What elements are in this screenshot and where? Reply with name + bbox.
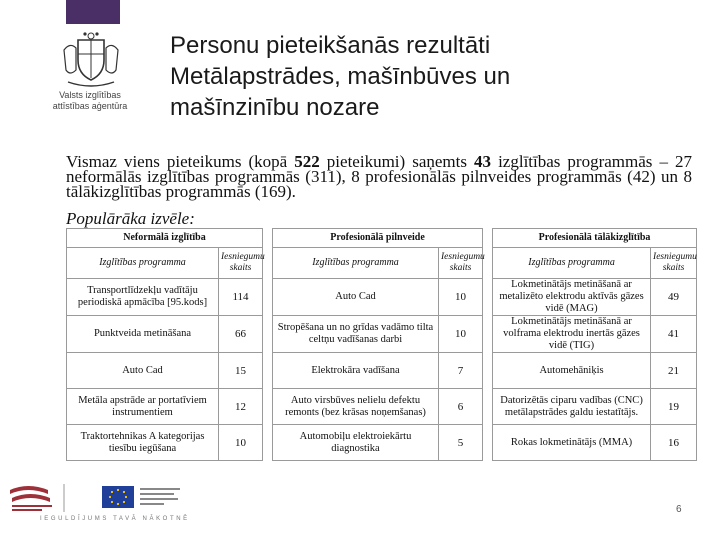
table-row xyxy=(67,389,697,425)
program-count: 43 xyxy=(474,152,492,171)
count-cell: 10 xyxy=(219,425,263,461)
program-cell: Automobiļu elektroiekārtu diagnostika xyxy=(273,425,439,461)
table-row xyxy=(67,316,697,353)
count-cell: 10 xyxy=(439,316,483,353)
column-separator xyxy=(263,425,273,461)
column-separator xyxy=(483,425,493,461)
agency-name: Valsts izglītības attīstības aģentūra xyxy=(52,90,128,111)
group-header-further-education: Profesionālā tālākizglītība xyxy=(493,229,697,248)
program-cell: Punktveida metināšana xyxy=(67,316,219,353)
count-cell: 5 xyxy=(439,425,483,461)
program-cell: Lokmetinātājs metināšanā ar volframa elektrodu inertās gāzes vidē (TIG) xyxy=(493,316,651,353)
intro-text-2: pieteikumi) saņemts xyxy=(319,152,475,171)
count-cell: 6 xyxy=(439,389,483,425)
total-applications: 522 xyxy=(294,152,320,171)
program-cell: Auto Cad xyxy=(67,353,219,389)
table-row xyxy=(67,353,697,389)
coat-of-arms-logo xyxy=(56,30,126,88)
eu-fund-text-block xyxy=(140,488,180,505)
column-header-count: Iesniegumu skaits xyxy=(219,248,263,279)
column-separator xyxy=(483,229,493,248)
divider xyxy=(63,484,65,512)
count-cell: 66 xyxy=(219,316,263,353)
count-cell: 19 xyxy=(651,389,697,425)
column-separator xyxy=(263,279,273,316)
program-cell: Lokmetinātājs metināšanā ar metalizēto elektrodu aktīvās gāzes vidē (MAG) xyxy=(493,279,651,316)
program-cell: Stropēšana un no grīdas vadāmo tilta celtņu vadīšanas darbi xyxy=(273,316,439,353)
intro-text-3: izglītības programmās – 27 neformālās izglītības programmās (311), 8 profesionālās pilnveides programmās (42) un 8 tālākizglītības programmās (169). xyxy=(66,152,692,201)
footer-tagline: IEGULDĪJUMS TAVĀ NĀKOTNĒ xyxy=(40,516,190,522)
program-cell: Traktortehnikas A kategorijas tiesību iegūšana xyxy=(67,425,219,461)
count-cell: 114 xyxy=(219,279,263,316)
program-cell: Auto virsbūves nelielu defektu remonts (bez krāsas noņemšanas) xyxy=(273,389,439,425)
column-separator xyxy=(263,229,273,248)
count-cell: 16 xyxy=(651,425,697,461)
program-cell: Automehāniķis xyxy=(493,353,651,389)
program-cell: Auto Cad xyxy=(273,279,439,316)
column-header-program: Izglītības programma xyxy=(273,248,439,279)
column-separator xyxy=(483,316,493,353)
program-cell: Rokas lokmetinātājs (MMA) xyxy=(493,425,651,461)
group-header-nonformal: Neformālā izglītība xyxy=(67,229,263,248)
page-number: 6 xyxy=(676,504,682,515)
program-cell: Transportlīdzekļu vadītāju periodiskā apmācība [95.kods] xyxy=(67,279,219,316)
column-separator xyxy=(483,389,493,425)
latvia-centenary-logo xyxy=(10,486,52,511)
eu-flag-icon xyxy=(102,486,134,508)
popular-label: Populārāka izvēle: xyxy=(66,209,195,228)
column-separator xyxy=(483,279,493,316)
count-cell: 15 xyxy=(219,353,263,389)
results-table xyxy=(66,228,696,476)
footer-logos xyxy=(8,480,198,514)
title-line-2: Metālapstrādes, mašīnbūves un xyxy=(170,63,511,90)
column-header-count: Iesniegumu skaits xyxy=(651,248,697,279)
table-row xyxy=(67,425,697,461)
title-line-1: Personu pieteikšanās rezultāti xyxy=(170,32,491,59)
count-cell: 12 xyxy=(219,389,263,425)
count-cell: 10 xyxy=(439,279,483,316)
column-separator xyxy=(263,316,273,353)
intro-paragraph xyxy=(66,154,692,199)
column-separator xyxy=(263,389,273,425)
count-cell: 7 xyxy=(439,353,483,389)
group-header-professional-development: Profesionālā pilnveide xyxy=(273,229,483,248)
column-header-program: Izglītības programma xyxy=(493,248,651,279)
column-header-count: Iesniegumu skaits xyxy=(439,248,483,279)
count-cell: 21 xyxy=(651,353,697,389)
title-line-3: mašīnzinību nozare xyxy=(170,94,380,121)
column-header-program: Izglītības programma xyxy=(67,248,219,279)
accent-bar xyxy=(66,0,120,24)
table-row xyxy=(67,279,697,316)
column-separator xyxy=(483,353,493,389)
program-cell: Metāla apstrāde ar portatīviem instrumentiem xyxy=(67,389,219,425)
intro-text-1: Vismaz viens pieteikums (kopā xyxy=(66,152,295,171)
program-cell: Elektrokāra vadīšana xyxy=(273,353,439,389)
program-cell: Datorizētās ciparu vadības (CNC) metālapstrādes galdu iestatītājs. xyxy=(493,389,651,425)
column-separator xyxy=(263,353,273,389)
page-title xyxy=(170,30,690,123)
count-cell: 41 xyxy=(651,316,697,353)
count-cell: 49 xyxy=(651,279,697,316)
